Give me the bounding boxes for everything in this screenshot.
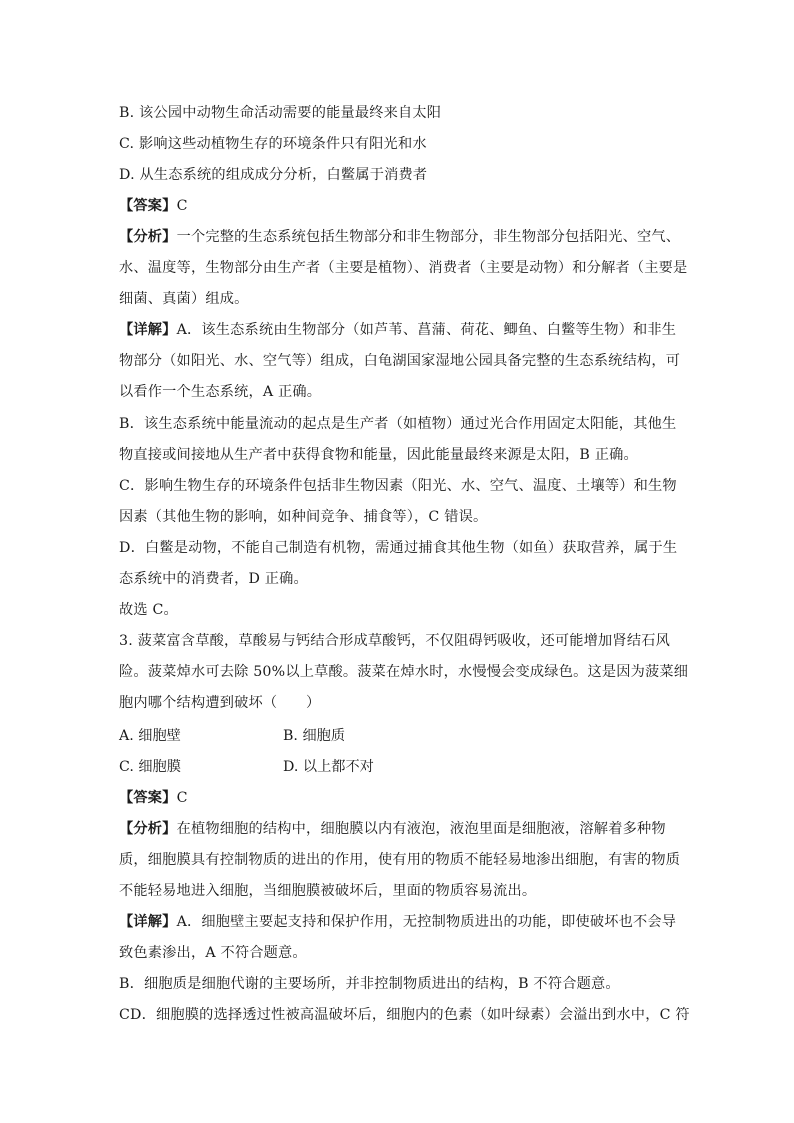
analysis-text: 一个完整的生态系统包括生物部分和非生物部分，非生物部分包括阳光、空气、 <box>176 229 681 245</box>
q3-option-b: B. 细胞质 <box>283 728 346 744</box>
q2-analysis-line: 细菌、真菌）组成。 <box>119 291 249 307</box>
analysis-text: 在植物细胞的结构中，细胞膜以内有液泡，液泡里面是细胞液，溶解着多种物 <box>176 821 666 837</box>
q3-analysis-line: 不能轻易地进入细胞，当细胞膜被破坏后，里面的物质容易流出。 <box>119 883 537 899</box>
analysis-label: 【分析】 <box>119 229 177 245</box>
q3-option-a: A. 细胞壁 <box>119 728 181 744</box>
analysis-label: 【分析】 <box>119 821 177 837</box>
q2-detail-line: 以看作一个生态系统，A 正确。 <box>119 384 322 400</box>
detail-text: A．细胞壁主要起支持和保护作用，无控制物质进出的功能，即使破坏也不会导 <box>176 914 677 930</box>
q3-option-d: D. 以上都不对 <box>283 759 374 775</box>
q3-analysis-line <box>119 819 679 839</box>
q2-option-c: C. 影响这些动植物生存的环境条件只有阳光和水 <box>119 136 427 152</box>
q3-detail-line: CD．细胞膜的选择透过性被高温破坏后，细胞内的色素（如叶绿素）会溢出到水中，C 符 <box>119 1007 690 1023</box>
q2-option-d: D. 从生态系统的组成成分分析，白鳖属于消费者 <box>119 167 428 183</box>
q2-detail-line: 物直接或间接地从生产者中获得食物和能量，因此能量最终来源是太阳，B 正确。 <box>119 447 638 463</box>
q3-detail-line <box>119 912 679 932</box>
answer-value: C <box>176 198 188 214</box>
q3-option-c: C. 细胞膜 <box>119 759 181 775</box>
q2-analysis-line: 水、温度等，生物部分由生产者（主要是植物）、消费者（主要是动物）和分解者（主要是 <box>119 260 688 276</box>
q3-detail-line: 致色素渗出，A 不符合题意。 <box>119 945 307 961</box>
q2-detail-line: C．影响生物生存的环境条件包括非生物因素（阳光、水、空气、温度、土壤等）和生物 <box>119 478 677 494</box>
q3-stem-line: 胞内哪个结构遭到破坏（ ） <box>119 695 321 711</box>
detail-label: 【详解】 <box>119 914 177 930</box>
q2-detail-line: 态系统中的消费者，D 正确。 <box>119 571 308 587</box>
answer-label: 【答案】 <box>119 790 177 806</box>
q2-answer <box>119 196 679 216</box>
detail-label: 【详解】 <box>119 322 177 338</box>
answer-value: C <box>176 790 188 806</box>
q2-conclusion: 故选 C。 <box>119 602 178 618</box>
q3-stem-line: 3. 菠菜富含草酸，草酸易与钙结合形成草酸钙，不仅阻碍钙吸收，还可能增加肾结石风 <box>119 633 670 649</box>
q2-detail-line: B．该生态系统中能量流动的起点是生产者（如植物）通过光合作用固定太阳能，其他生 <box>119 416 677 432</box>
q2-detail-line: D．白鳖是动物，不能自己制造有机物，需通过捕食其他生物（如鱼）获取营养，属于生 <box>119 540 678 556</box>
q2-detail-line: 物部分（如阳光、水、空气等）组成，白龟湖国家湿地公园具备完整的生态系统结构，可 <box>119 353 681 369</box>
q2-detail-line: 因素（其他生物的影响，如种间竞争、捕食等），C 错误。 <box>119 509 488 525</box>
q2-option-b: B. 该公园中动物生命活动需要的能量最终来自太阳 <box>119 105 442 121</box>
q3-detail-line: B．细胞质是细胞代谢的主要场所，并非控制物质进出的结构，B 不符合题意。 <box>119 976 620 992</box>
q2-analysis-line <box>119 227 679 247</box>
detail-text: A．该生态系统由生物部分（如芦苇、菖蒲、荷花、鲫鱼、白鳖等生物）和非生 <box>176 322 677 338</box>
q2-detail-line <box>119 320 679 340</box>
q3-answer <box>119 788 679 808</box>
q3-stem-line: 险。菠菜焯水可去除 50%以上草酸。菠菜在焯水时，水慢慢会变成绿色。这是因为菠菜细 <box>119 664 689 680</box>
answer-label: 【答案】 <box>119 198 177 214</box>
q3-analysis-line: 质，细胞膜具有控制物质的进出的作用，使有用的物质不能轻易地渗出细胞，有害的物质 <box>119 852 681 868</box>
